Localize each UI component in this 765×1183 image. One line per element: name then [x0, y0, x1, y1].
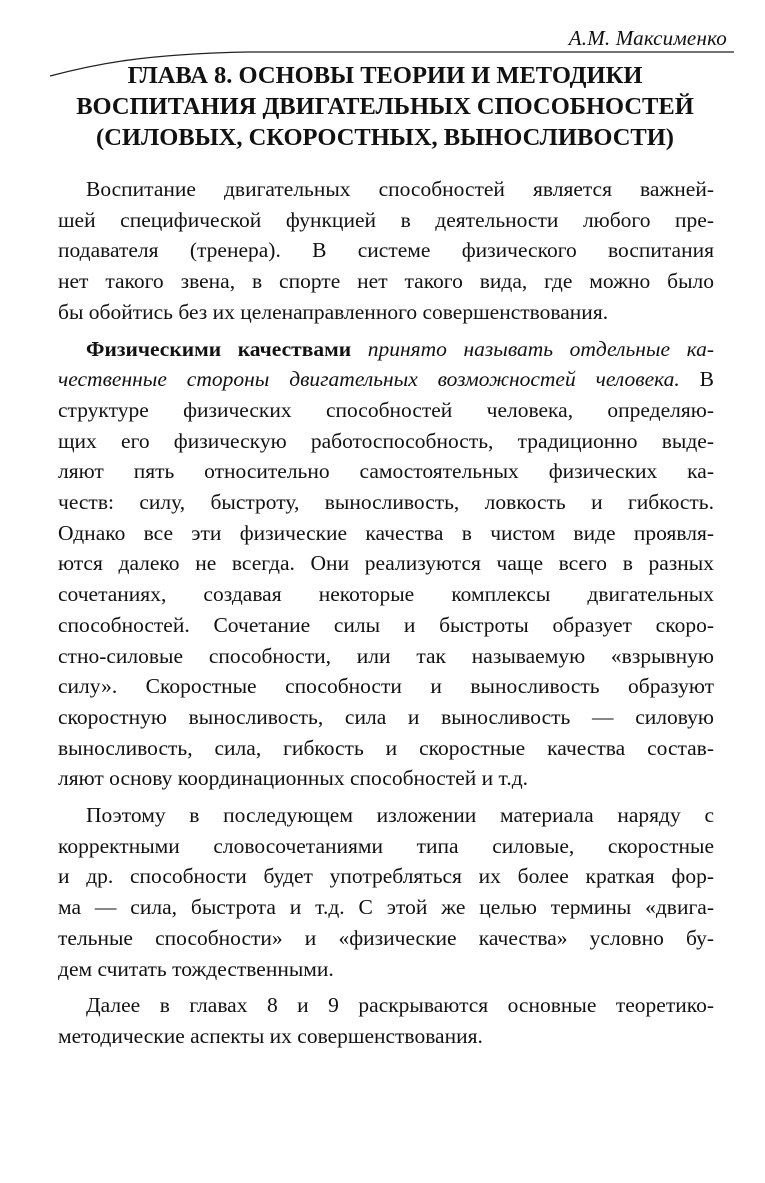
body-text [58, 174, 714, 1058]
text-line: бы обойтись без их целенаправленного совершенствования. [58, 299, 609, 324]
definition-text: чественные стороны двигательных возможностей человека. [58, 367, 680, 392]
text-line: ются далеко не всегда. Они реализуются чаще всего в разных [58, 551, 714, 576]
paragraph-chapters-outline [58, 990, 714, 1051]
text-line: скоростную выносливость, сила и выносливость — силовую [58, 704, 714, 729]
inline-text: В [699, 367, 715, 392]
text-line: выносливость, сила, гибкость и скоростные качества состав- [58, 735, 714, 760]
paragraph-terminology [58, 800, 714, 984]
text-line: нет такого звена, в спорте нет такого вида, где можно было [58, 269, 714, 294]
text-line: и др. способности будет употребляться их более краткая фор- [58, 864, 714, 889]
text-line: стно-силовые способности, или так называемую «взрывную [58, 643, 714, 668]
text-line: ма — сила, быстрота и т.д. С этой же целью термины «двига- [58, 895, 714, 920]
text-line: Однако все эти физические качества в чистом виде проявля- [58, 520, 714, 545]
text-line: ляют основу координационных способностей и т.д. [58, 766, 529, 791]
text-line: структуре физических способностей человека, определяю- [58, 397, 714, 422]
text-line: корректными словосочетаниями типа силовые, скоростные [58, 833, 714, 858]
text-line: методические аспекты их совершенствования. [58, 1023, 483, 1048]
running-header-author: А.М. Максименко [568, 26, 727, 50]
chapter-title [40, 60, 730, 153]
text-line: подавателя (тренера). В системе физического воспитания [58, 238, 714, 263]
paragraph-intro [58, 174, 714, 328]
text-line: ляют пять относительно самостоятельных физических ка- [58, 459, 714, 484]
text-line: способностей. Сочетание силы и быстроты образует скоро- [58, 612, 714, 637]
text-line: силу». Скоростные способности и выносливость образуют [58, 674, 714, 699]
text-line-definition [58, 334, 714, 365]
text-line: сочетаниях, создавая некоторые комплексы двигательных [58, 582, 714, 607]
text-line: Воспитание двигательных способностей является важней- [86, 177, 714, 201]
text-line: Далее в главах 8 и 9 раскрываются основные теоретико- [86, 993, 714, 1018]
text-line: дем считать тождественными. [58, 956, 334, 981]
chapter-title-line: ВОСПИТАНИЯ ДВИГАТЕЛЬНЫХ СПОСОБНОСТЕЙ [76, 93, 694, 120]
text-line: шей специфической функцией в деятельности любого пре- [58, 207, 714, 232]
paragraph-physical-qualities [58, 334, 714, 795]
text-line-definition [58, 364, 714, 395]
text-line: Поэтому в последующем изложении материала наряду с [86, 803, 714, 828]
text-line: тельные способности» и «физические качества» условно бу- [58, 925, 714, 950]
text-line: честв: силу, быстроту, выносливость, ловкость и гибкость. [58, 490, 714, 515]
chapter-title-line: ГЛАВА 8. ОСНОВЫ ТЕОРИИ И МЕТОДИКИ [127, 62, 643, 89]
text-line: щих его физическую работоспособность, традиционно выде- [58, 428, 714, 453]
defined-term: Физическими качествами [86, 336, 352, 361]
chapter-title-line: (СИЛОВЫХ, СКОРОСТНЫХ, ВЫНОСЛИВОСТИ) [96, 124, 674, 151]
definition-text: принято называть отдельные ка- [367, 336, 714, 361]
